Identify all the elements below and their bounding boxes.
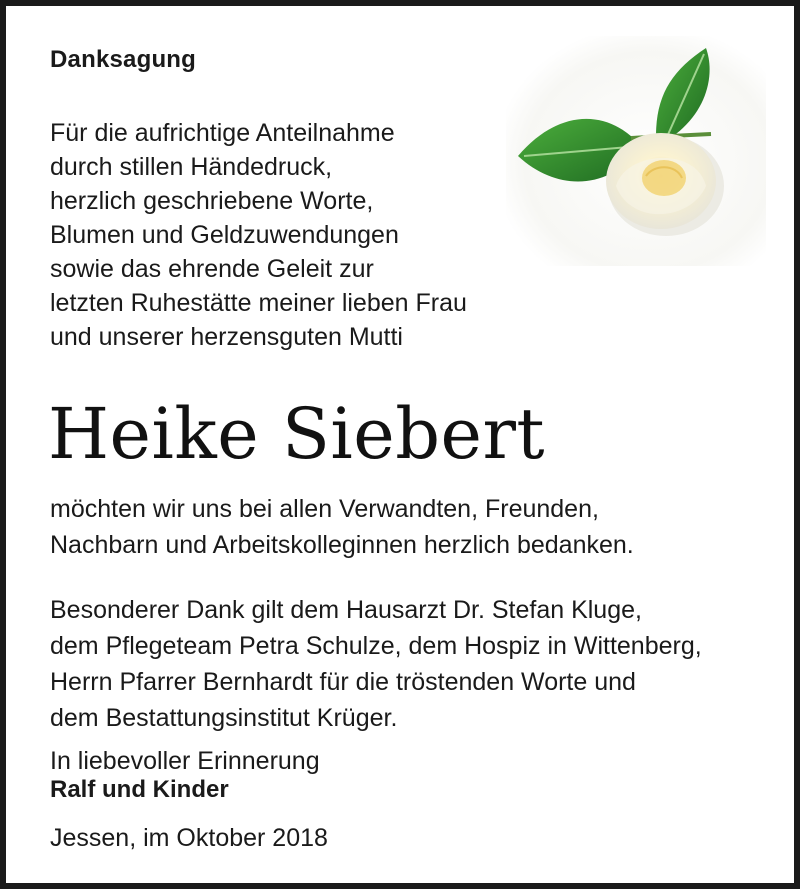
signature: Ralf und Kinder — [50, 776, 229, 803]
special-thanks-line: dem Bestattungsinstitut Krüger. — [50, 704, 398, 732]
special-thanks-line: Herrn Pfarrer Bernhardt für die tröstenden Worte und — [50, 668, 636, 696]
intro-line: und unserer herzensguten Mutti — [50, 323, 403, 351]
intro-line: letzten Ruhestätte meiner lieben Frau — [50, 289, 467, 317]
thanks-text — [50, 491, 634, 563]
intro-line: durch stillen Händedruck, — [50, 153, 333, 181]
intro-line: Blumen und Geldzuwendungen — [50, 221, 399, 249]
white-rose-icon — [506, 36, 766, 266]
thanks-line: Nachbarn und Arbeitskolleginnen herzlich bedanken. — [50, 531, 634, 559]
place-date: Jessen, im Oktober 2018 — [50, 824, 328, 852]
deceased-name: Heike Siebert — [48, 393, 546, 475]
notice-heading: Danksagung — [50, 46, 197, 73]
special-thanks-text — [50, 592, 702, 736]
intro-text — [50, 116, 467, 354]
thanks-line: möchten wir uns bei allen Verwandten, Freunden, — [50, 495, 599, 523]
intro-line: herzlich geschriebene Worte, — [50, 187, 374, 215]
special-thanks-line: dem Pflegeteam Petra Schulze, dem Hospiz in Wittenberg, — [50, 632, 702, 660]
closing-line: In liebevoller Erinnerung — [50, 747, 320, 775]
rose-center — [642, 160, 686, 196]
intro-line: Für die aufrichtige Anteilnahme — [50, 119, 395, 147]
special-thanks-line: Besonderer Dank gilt dem Hausarzt Dr. Stefan Kluge, — [50, 596, 642, 624]
intro-line: sowie das ehrende Geleit zur — [50, 255, 374, 283]
